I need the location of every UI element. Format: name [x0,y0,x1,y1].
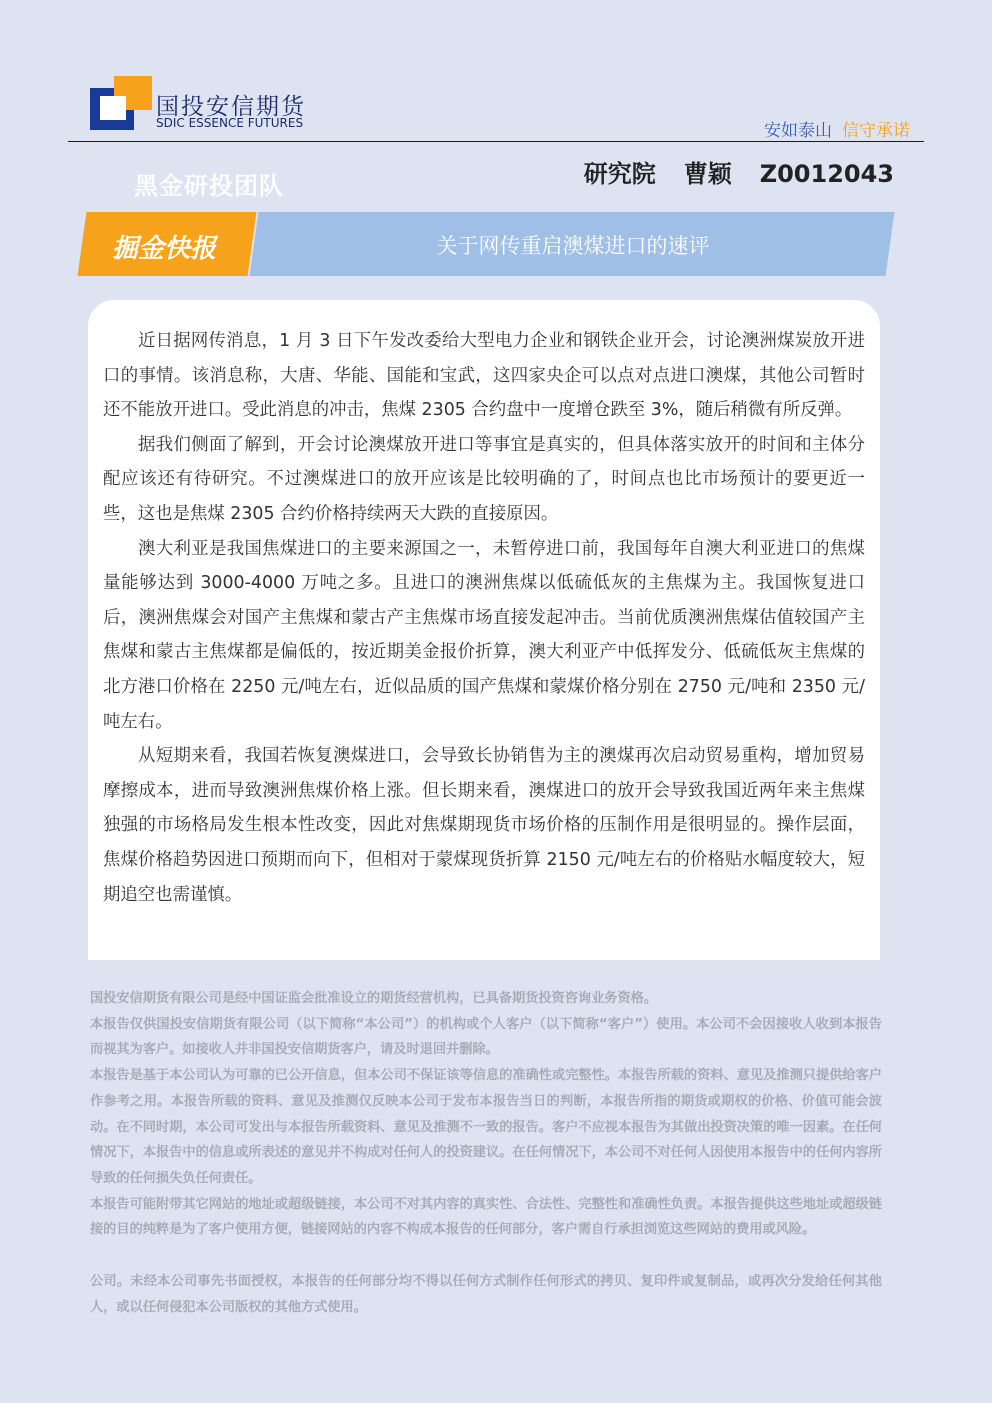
company-name-cn: 国投安信期货 [156,94,306,120]
body-paragraph: 近日据网传消息，1 月 3 日下午发改委给大型电力企业和钢铁企业开会，讨论澳洲煤炭放开进口的事情。该消息称，大唐、华能、国能和宝武，这四家央企可以点对点进口澳煤，其他公司暂时还不能放开进口。受此消息的冲击，焦煤 2305 合约盘中一度增仓跌至 3%，随后稍微有所反弹。 [103,331,865,421]
slogan [764,116,910,141]
slogan-part-b: 信守承诺 [842,121,910,141]
disclaimer [90,986,882,1320]
slogan-part-a: 安如泰山 [764,121,832,141]
disclaimer-paragraph: 本报告仅供国投安信期货有限公司（以下简称“本公司”）的机构或个人客户（以下简称“客户”）使用。本公司不会因接收人收到本报告而视其为客户。如接收人并非国投安信期货客户，请及时退回并删除。 [90,1016,882,1058]
header-divider [68,141,924,142]
disclaimer-paragraph: 公司。未经本公司事先书面授权，本报告的任何部分均不得以任何方式制作任何形式的拷贝、复印件或复制品，或再次分发给任何其他人，或以任何侵犯本公司版权的其他方式使用。 [90,1274,882,1315]
author-line [584,154,894,189]
disclaimer-paragraph: 国投安信期货有限公司是经中国证监会批准设立的期货经营机构，已具备期货投资咨询业务资格。 [90,991,658,1006]
report-tag: 掘金快报 [112,234,217,264]
company-name-en: SDIC ESSENCE FUTURES [156,116,304,130]
author-name: 曹颖 [683,160,732,188]
disclaimer-paragraph: 本报告是基于本公司认为可靠的已公开信息，但本公司不保证该等信息的准确性或完整性。本报告所载的资料、意见及推测只提供给客户作参考之用。本报告所载的资料、意见及推测仅反映本公司于发布本报告当日的判断，本报告所指的期货或期权的价格、价值可能会波动。在不同时期，本公司可发出与本报告所载资料、意见及推测不一致的报告。客户不应视本报告为其做出投资决策的唯一因素。在任何情况下，本报告中的信息或所表述的意见并不构成对任何人的投资建议。在任何情况下，本公司不对任何人因使用本报告中的任何内容所导致的任何损失负任何责任。 [90,1068,882,1186]
department: 研究院 [583,160,656,188]
report-title: 关于网传重启澳煤进口的速评 [436,234,710,258]
body-paragraph: 澳大利亚是我国焦煤进口的主要来源国之一，未暂停进口前，我国每年自澳大利亚进口的焦煤量能够达到 3000-4000 万吨之多。且进口的澳洲焦煤以低硫低灰的主焦煤为主。我国恢复进口后，澳洲焦煤会对国产主焦煤和蒙古产主焦煤市场直接发起冲击。当前优质澳洲焦煤估值较国产主焦煤和蒙古主焦煤都是偏低的，按近期美金报价折算，澳大利亚产中低挥发分、低硫低灰主焦煤的北方港口价格在 2250 元/吨左右，近似品质的国产焦煤和蒙煤价格分别在 2750 元/吨和 2350 元/吨左右。 [103,538,865,732]
disclaimer-paragraph: 本报告可能附带其它网站的地址或超级链接，本公司不对其内容的真实性、合法性、完整性和准确性负责。本报告提供这些地址或超级链接的目的纯粹是为了客户使用方便，链接网站的内容不构成本报告的任何部分，客户需自行承担浏览这些网站的费用或风险。 [90,1196,882,1238]
sdic-logo-icon [90,76,152,130]
body-paragraph: 据我们侧面了解到，开会讨论澳煤放开进口等事宜是真实的，但具体落实放开的时间和主体分配应该还有待研究。不过澳煤进口的放开应该是比较明确的了，时间点也比市场预计的要更近一些，这也是焦煤 2305 合约价格持续两天大跌的直接原因。 [103,434,865,524]
body-paragraph: 从短期来看，我国若恢复澳煤进口，会导致长协销售为主的澳煤再次启动贸易重构，增加贸易摩擦成本，进而导致澳洲焦煤价格上涨。但长期来看，澳煤进口的放开会导致我国近两年来主焦煤独强的市场格局发生根本性改变，因此对焦煤期现货市场价格的压制作用是很明显的。操作层面，焦煤价格趋势因进口预期而向下，但相对于蒙煤现货折算 2150 元/吨左右的价格贴水幅度较大，短期追空也需谨慎。 [103,746,865,905]
report-body [103,324,865,912]
team-name: 黑金研投团队 [134,172,284,200]
license-number: Z0012043 [759,160,894,188]
